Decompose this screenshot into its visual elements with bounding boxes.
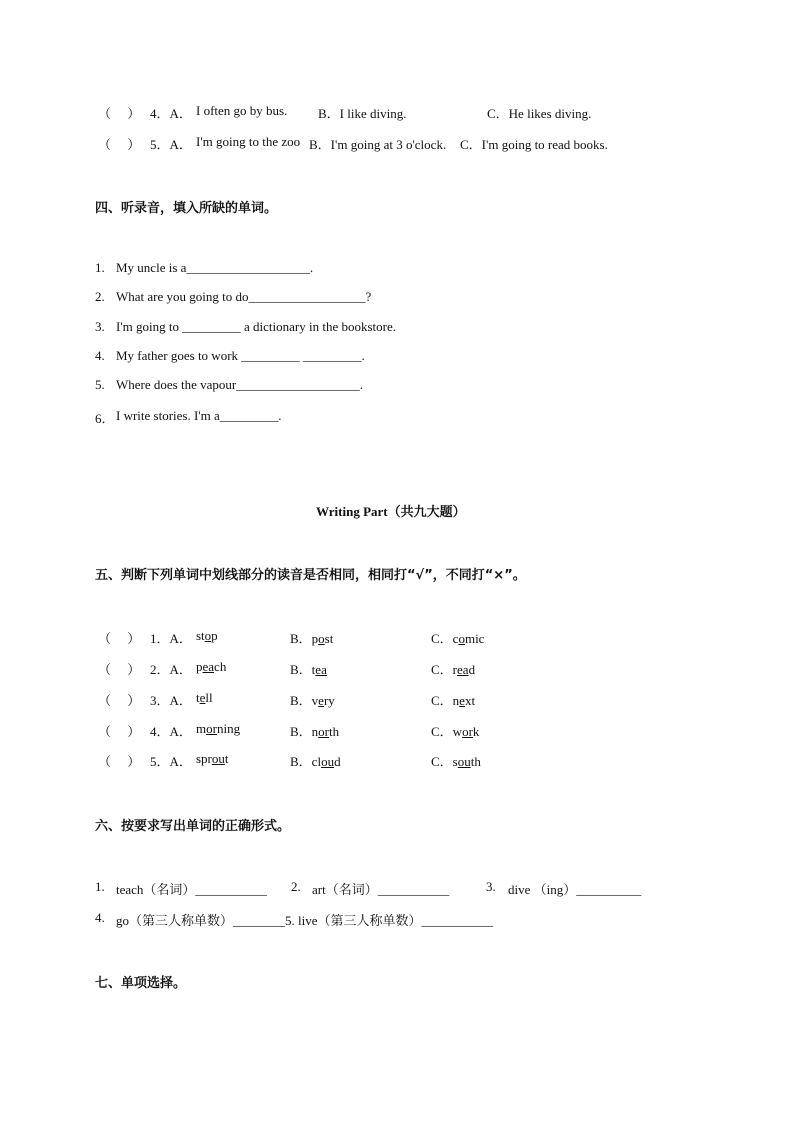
section-5-row-3-option-c: C．next (431, 693, 476, 708)
section-5-row-4-option-b: B．north (290, 724, 340, 739)
top-item-5-option-a: I'm going to the zoo (196, 134, 301, 149)
top-item-5-option-b: B．I'm going at 3 o'clock. (309, 137, 447, 152)
top-item-5-num: 5．A． (150, 137, 192, 152)
section-5-row-4-option-c: C．work (431, 724, 480, 739)
section-5-row-3-paren: （ ） (98, 693, 141, 708)
section-4-item-3-num: 3. (95, 319, 105, 334)
section-5-row-1-option-c: C．comic (431, 631, 485, 646)
section-5-row-5-option-a: sprout (196, 751, 229, 766)
top-item-4-option-c: C．He likes diving. (487, 106, 592, 121)
section-4-item-1: My uncle is a___________________. (116, 260, 314, 275)
answer-paren: （ ） (98, 137, 141, 152)
section-5-row-2-paren: （ ） (98, 662, 141, 677)
section-6-item-3-num: 3. (486, 879, 496, 894)
section-5-row-2-num: 2．A． (150, 662, 192, 677)
section-4-item-1-num: 1. (95, 260, 105, 275)
section-5-row-1-num: 1．A． (150, 631, 192, 646)
answer-paren: （ ） (98, 106, 141, 121)
section-5-row-2-option-a: peach (196, 659, 227, 674)
section-4-item-2-num: 2. (95, 289, 105, 304)
section-5-row-4-num: 4．A． (150, 724, 192, 739)
section-6-items-4-5: go（第三人称单数）________5. live（第三人称单数）___________ (116, 913, 493, 928)
section-5-row-4-paren: （ ） (98, 724, 141, 739)
section-5-row-1-paren: （ ） (98, 631, 141, 646)
section-5-row-3-num: 3．A． (150, 693, 192, 708)
writing-part-title: Writing Part（共九大题） (316, 504, 466, 519)
section-4-item-5-num: 5. (95, 377, 105, 392)
section-4-item-3: I'm going to _________ a dictionary in the bookstore. (116, 319, 396, 334)
top-item-4 (98, 103, 140, 122)
section-4-item-6-num: 6． (95, 411, 115, 426)
section-6-item-4-num: 4. (95, 910, 105, 925)
section-4-item-5: Where does the vapour___________________. (116, 377, 363, 392)
section-6-item-1: teach（名词）___________ (116, 882, 267, 897)
section-4-item-4: My father goes to work _________ _________. (116, 348, 365, 363)
section-4-item-4-num: 4. (95, 348, 105, 363)
top-item-4-num: 4．A． (150, 106, 192, 121)
section-4-item-6: I write stories. I'm a_________. (116, 408, 282, 423)
section-5-row-3-option-a: tell (196, 690, 213, 705)
section-5-row-5-num: 5．A． (150, 754, 192, 769)
section-5-title: 五、判断下列单词中划线部分的读音是否相同，相同打“√”，不同打“×”。 (95, 568, 526, 583)
section-7-title: 七、单项选择。 (95, 976, 187, 991)
top-item-5-option-c: C．I'm going to read books. (460, 137, 608, 152)
top-item-4-option-b: B．I like diving. (318, 106, 407, 121)
section-5-row-5-paren: （ ） (98, 754, 141, 769)
section-4-item-2: What are you going to do__________________? (116, 289, 372, 304)
section-6-item-2-num: 2. (291, 879, 301, 894)
section-5-row-1-option-b: B．post (290, 631, 334, 646)
section-5-row-5-option-c: C．south (431, 754, 481, 769)
section-5-row-4-option-a: morning (196, 721, 241, 736)
section-6-title: 六、按要求写出单词的正确形式。 (95, 819, 291, 834)
top-item-5 (98, 134, 140, 153)
section-5-row-1-option-a: stop (196, 628, 218, 643)
section-6-item-1-num: 1. (95, 879, 105, 894)
section-6-item-3: dive （ing）__________ (508, 882, 642, 897)
section-5-row-3-option-b: B．very (290, 693, 335, 708)
section-5-row-2-option-b: B．tea (290, 662, 327, 677)
top-item-4-option-a: I often go by bus. (196, 103, 288, 118)
section-4-title: 四、听录音，填入所缺的单词。 (95, 201, 278, 216)
section-5-row-5-option-b: B．cloud (290, 754, 341, 769)
section-6-item-2: art（名词）___________ (312, 882, 450, 897)
section-5-row-2-option-c: C．read (431, 662, 476, 677)
